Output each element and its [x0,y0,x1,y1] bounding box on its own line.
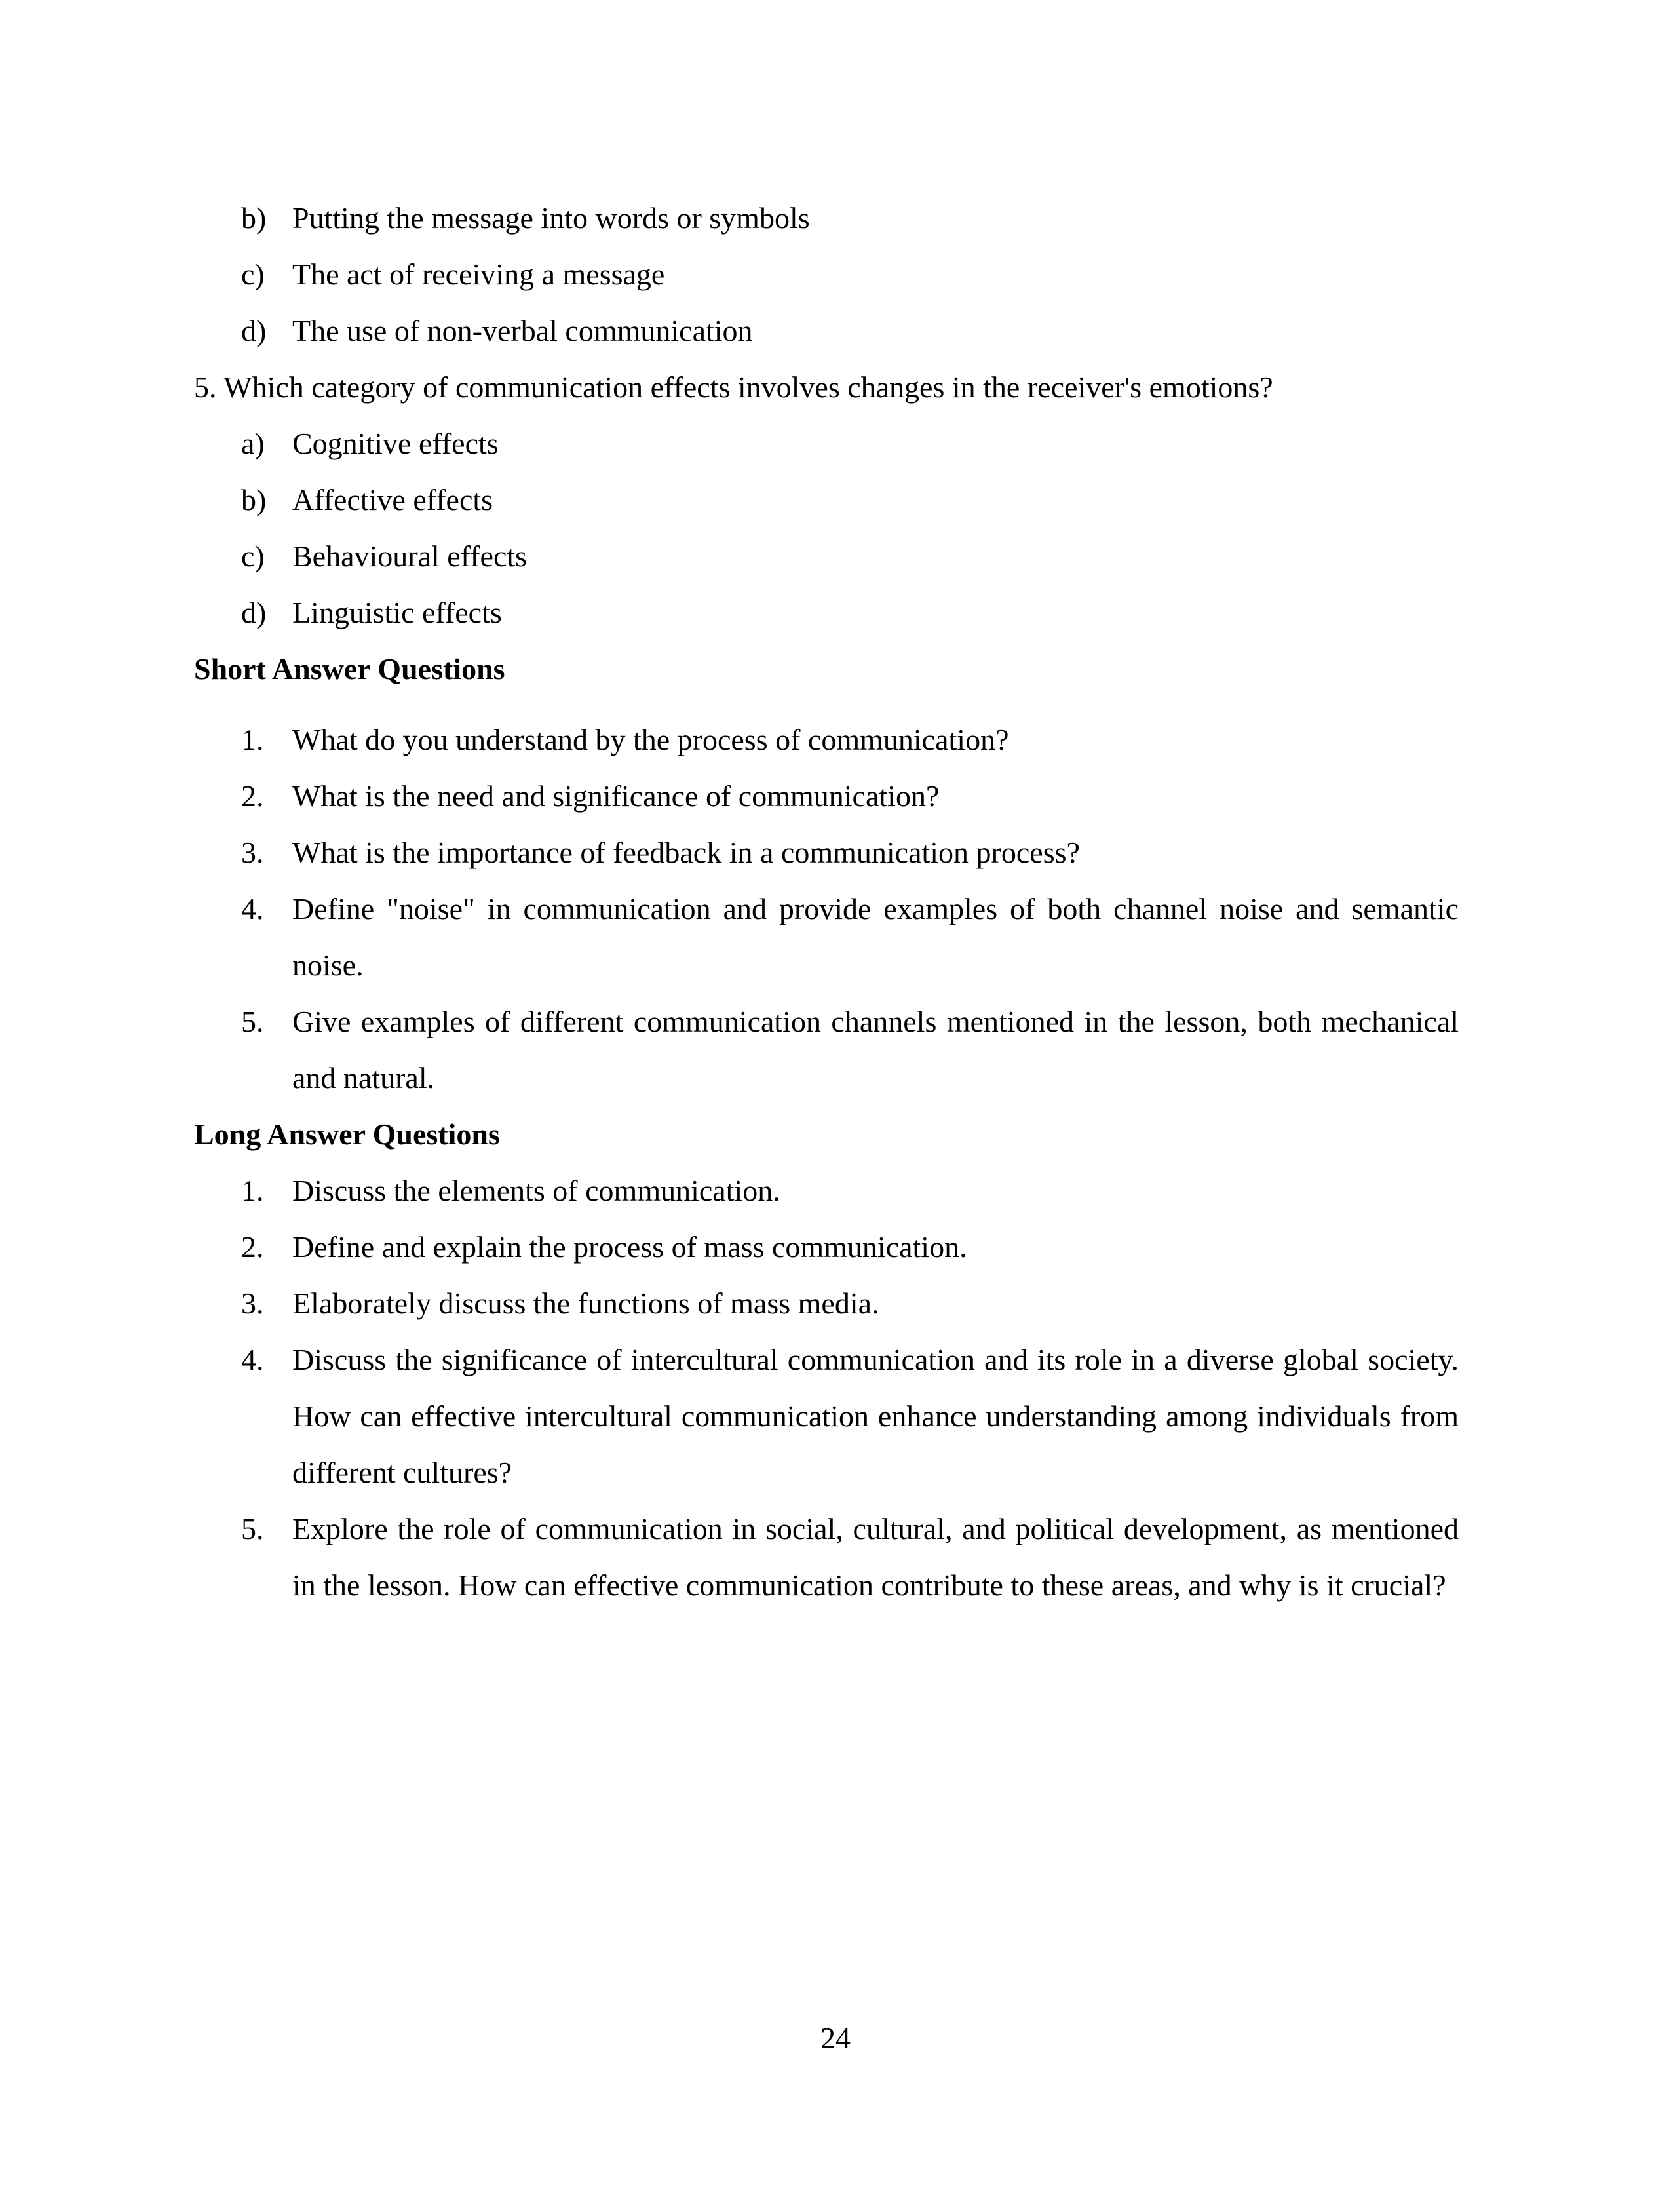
q5-option-c [194,528,1459,585]
long-answer-item-3 [194,1275,1459,1332]
item-number: 3. [241,1287,264,1320]
option-marker: c) [241,539,265,573]
q4-option-c [194,246,1459,303]
item-text: Define and explain the process of mass communication. [292,1230,967,1264]
item-text: What is the importance of feedback in a communication process? [292,836,1080,869]
short-answer-item-4 [194,881,1459,994]
option-marker: d) [241,596,267,629]
q4-option-d [194,303,1459,359]
item-text: What do you understand by the process of communication? [292,723,1009,756]
item-number: 4. [241,892,264,925]
q5-option-d [194,585,1459,641]
option-text: Linguistic effects [292,596,502,629]
short-answer-item-5 [194,994,1459,1106]
item-number: 5. [241,1512,264,1545]
item-text: What is the need and significance of communication? [292,779,940,813]
question-5: 5. Which category of communication effects involves changes in the receiver's emotions? [194,370,1273,404]
item-number: 3. [241,836,264,869]
long-answer-heading: Long Answer Questions [194,1117,500,1151]
option-text: The act of receiving a message [292,258,665,291]
long-answer-item-4 [194,1332,1459,1501]
option-text: Cognitive effects [292,427,499,460]
option-text: Putting the message into words or symbols [292,201,810,235]
option-marker: b) [241,483,267,516]
short-answer-heading: Short Answer Questions [194,652,505,686]
long-answer-item-5 [194,1501,1459,1614]
item-text: Explore the role of communication in social, cultural, and political development, as mentioned in the lesson. How can effective communication contribute to these areas, and why is it crucial? [292,1512,1459,1602]
item-text: Discuss the significance of intercultural communication and its role in a diverse global society. How can effective intercultural communication enhance understanding among individuals from different cultures? [292,1343,1459,1489]
option-marker: d) [241,314,267,347]
item-text: Give examples of different communication channels mentioned in the lesson, both mechanical and natural. [292,1005,1459,1095]
long-answer-item-1 [194,1163,1459,1219]
item-text: Elaborately discuss the functions of mass media. [292,1287,879,1320]
option-marker: c) [241,258,265,291]
item-number: 1. [241,1174,264,1207]
short-answer-item-3 [194,825,1459,881]
item-number: 2. [241,779,264,813]
q5-option-b [194,472,1459,528]
option-marker: a) [241,427,265,460]
option-text: Affective effects [292,483,493,516]
option-text: The use of non-verbal communication [292,314,753,347]
page-content [194,190,1459,1614]
item-text: Define "noise" in communication and provide examples of both channel noise and semantic noise. [292,892,1459,982]
option-text: Behavioural effects [292,539,528,573]
option-marker: b) [241,201,267,235]
long-answer-item-2 [194,1219,1459,1275]
item-number: 5. [241,1005,264,1038]
short-answer-item-1 [194,712,1459,768]
item-number: 1. [241,723,264,756]
short-answer-item-2 [194,768,1459,825]
q5-option-a [194,416,1459,472]
item-number: 2. [241,1230,264,1264]
q4-option-b [194,190,1459,246]
item-text: Discuss the elements of communication. [292,1174,780,1207]
item-number: 4. [241,1343,264,1376]
page-number: 24 [820,2021,851,2055]
